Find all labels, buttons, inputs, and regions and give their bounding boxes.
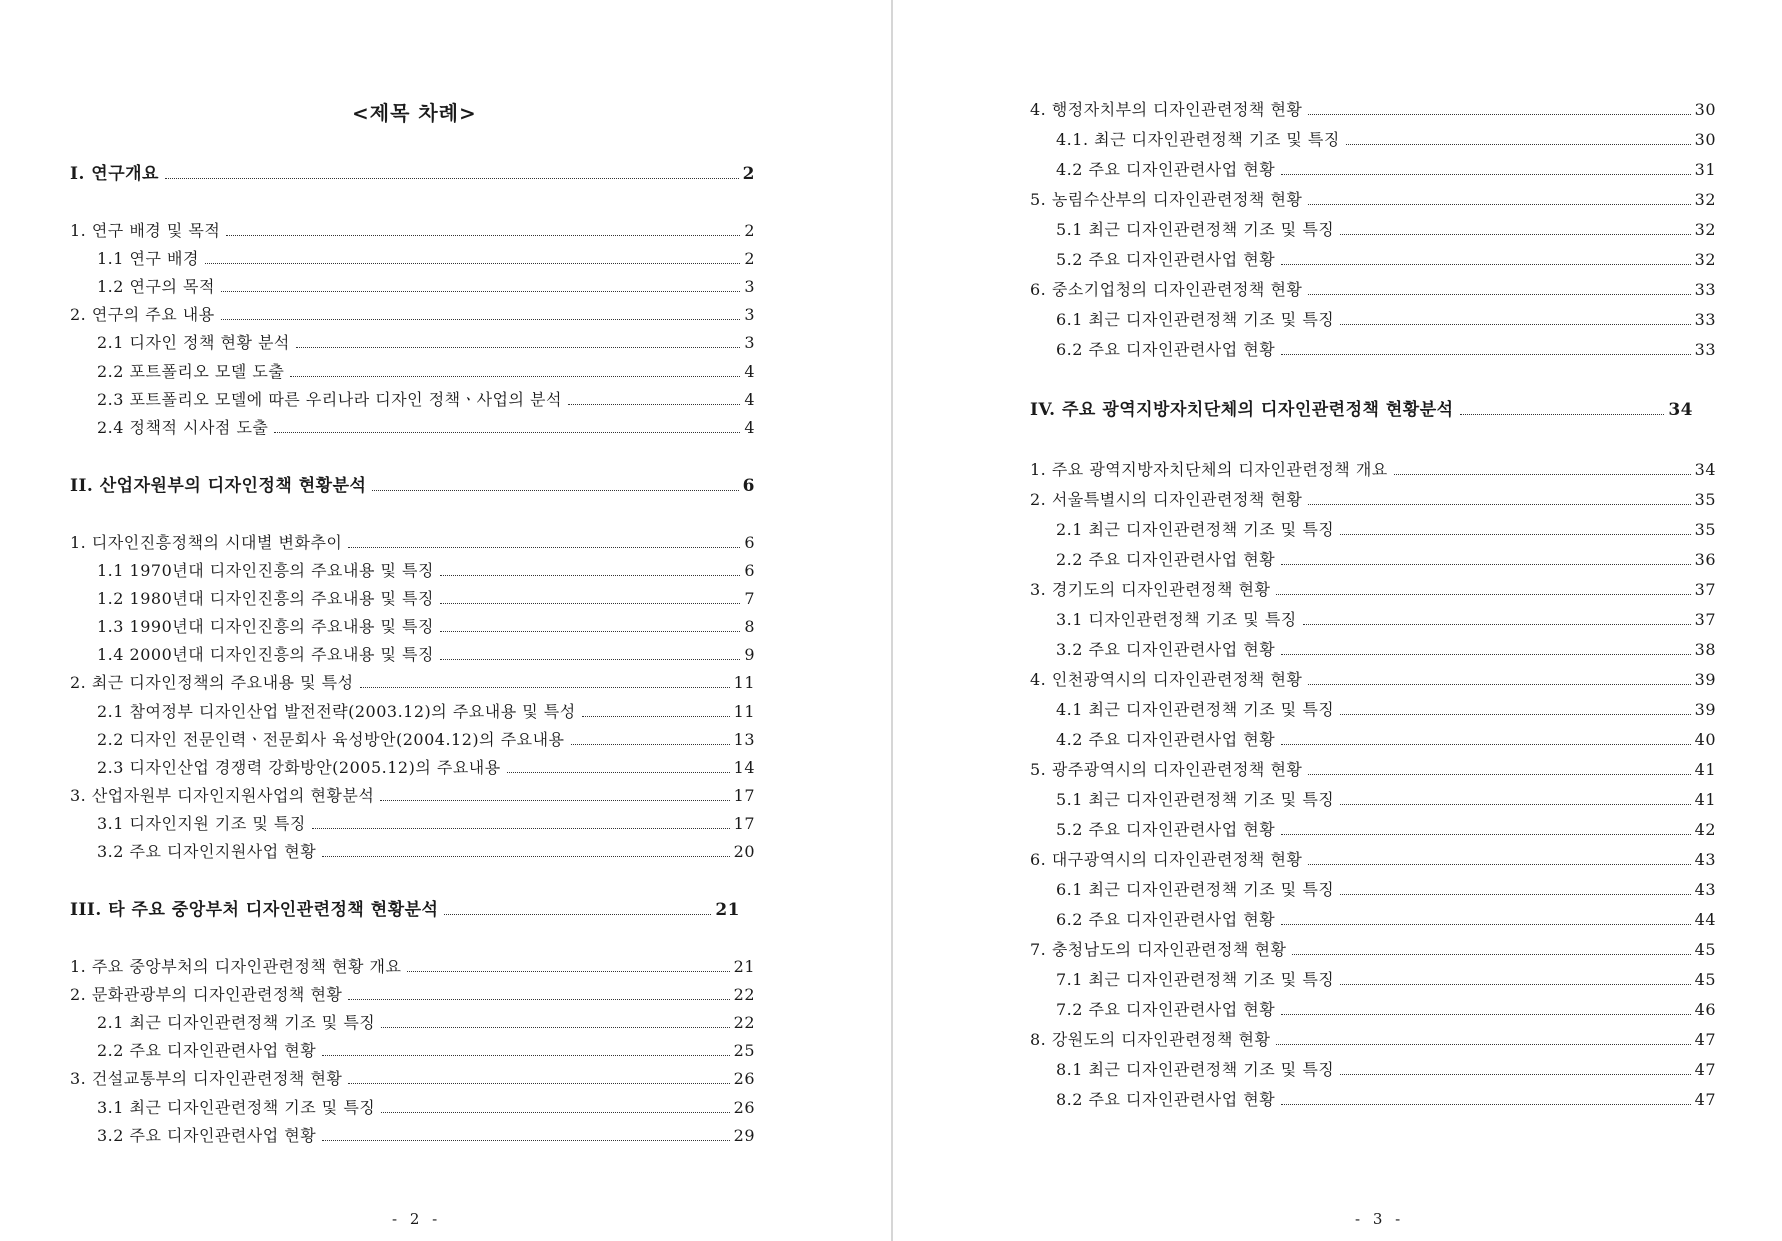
toc-entry-label: 5.1 최근 디자인관련정책 기조 및 특징 (1056, 220, 1335, 239)
toc-dot-leader (221, 291, 740, 292)
toc-subsection-entry[interactable] (1056, 880, 1716, 900)
toc-entry-label: III. 타 주요 중앙부처 디자인관련정책 현황분석 (70, 900, 439, 920)
toc-page-number: 6 (744, 561, 755, 580)
toc-subsection-entry[interactable] (1056, 640, 1716, 660)
toc-page-number: 37 (1694, 610, 1716, 629)
toc-dot-leader (322, 1055, 729, 1056)
toc-subsection-entry[interactable] (97, 842, 755, 862)
toc-entry-label: 3.1 디자인지원 기조 및 특징 (97, 814, 306, 833)
toc-dot-leader (1340, 324, 1690, 325)
toc-section-entry[interactable] (70, 533, 755, 553)
toc-dot-leader (360, 687, 730, 688)
toc-dot-leader (274, 432, 740, 433)
toc-entry-label: 3.2 주요 디자인관련사업 현황 (97, 1126, 317, 1145)
toc-dot-leader (1308, 774, 1690, 775)
toc-entry-label: 2.1 참여정부 디자인산업 발전전략(2003.12)의 주요내용 및 특성 (97, 702, 576, 721)
toc-dot-leader (1340, 234, 1690, 235)
toc-dot-leader (568, 404, 740, 405)
toc-subsection-entry[interactable] (97, 1013, 755, 1033)
toc-page-number: 8 (744, 617, 755, 636)
toc-dot-leader (444, 914, 711, 915)
toc-section-entry[interactable] (1030, 940, 1716, 960)
toc-page-number: 44 (1694, 910, 1716, 929)
toc-page-number: 4 (744, 418, 755, 437)
toc-entry-label: 4.1. 최근 디자인관련정책 기조 및 특징 (1056, 130, 1340, 149)
toc-page-number: 47 (1694, 1090, 1716, 1109)
toc-subsection-entry[interactable] (97, 1126, 755, 1146)
toc-page-number: 2 (742, 164, 755, 184)
toc-dot-leader (1340, 894, 1690, 895)
toc-entry-label: 2. 연구의 주요 내용 (70, 305, 215, 324)
toc-section-entry[interactable] (70, 305, 755, 325)
toc-entry-label: 2.4 정책적 시사점 도출 (97, 418, 269, 437)
page-number-footer: - 3 - (1355, 1210, 1405, 1228)
toc-page-number: 14 (733, 758, 755, 777)
toc-page-number: 6 (742, 476, 755, 496)
toc-entry-label: 6.2 주요 디자인관련사업 현황 (1056, 340, 1276, 359)
toc-dot-leader (312, 828, 730, 829)
toc-section-entry[interactable] (1030, 490, 1716, 510)
toc-dot-leader (1308, 864, 1690, 865)
toc-entry-label: 7.1 최근 디자인관련정책 기조 및 특징 (1056, 970, 1335, 989)
toc-page-number: 9 (744, 645, 755, 664)
toc-page-number: 43 (1694, 850, 1716, 869)
toc-dot-leader (1340, 1074, 1690, 1075)
toc-entry-label: 3. 경기도의 디자인관련정책 현황 (1030, 580, 1271, 599)
toc-section-entry[interactable] (1030, 100, 1716, 120)
toc-subsection-entry[interactable] (1056, 1000, 1716, 1020)
toc-entry-label: 6.2 주요 디자인관련사업 현황 (1056, 910, 1276, 929)
toc-dot-leader (381, 1112, 729, 1113)
toc-entry-label: 2.2 디자인 전문인력ㆍ전문회사 육성방안(2004.12)의 주요내용 (97, 730, 565, 749)
toc-entry-label: 4.2 주요 디자인관련사업 현황 (1056, 160, 1276, 179)
toc-dot-leader (1308, 204, 1690, 205)
toc-dot-leader (1308, 504, 1690, 505)
toc-subsection-entry[interactable] (97, 730, 755, 750)
toc-dot-leader (440, 631, 740, 632)
toc-subsection-entry[interactable] (1056, 520, 1716, 540)
toc-page-number: 11 (733, 702, 755, 721)
toc-dot-leader (381, 1027, 729, 1028)
toc-dot-leader (407, 971, 729, 972)
toc-entry-label: 8.2 주요 디자인관련사업 현황 (1056, 1090, 1276, 1109)
toc-page-number: 37 (1694, 580, 1716, 599)
toc-entry-label: 8.1 최근 디자인관련정책 기조 및 특징 (1056, 1060, 1335, 1079)
toc-subsection-entry[interactable] (1056, 220, 1716, 240)
toc-dot-leader (1281, 744, 1690, 745)
toc-section-entry[interactable] (70, 221, 755, 241)
toc-section-entry[interactable] (1030, 850, 1716, 870)
toc-entry-label: 4. 인천광역시의 디자인관련정책 현황 (1030, 670, 1303, 689)
toc-page-number: 35 (1694, 490, 1716, 509)
toc-dot-leader (380, 800, 729, 801)
toc-entry-label: I. 연구개요 (70, 164, 159, 184)
toc-page-number: 41 (1694, 790, 1716, 809)
toc-entry-label: 6.1 최근 디자인관련정책 기조 및 특징 (1056, 880, 1335, 899)
toc-page-number: 45 (1694, 940, 1716, 959)
toc-page-number: 17 (733, 814, 755, 833)
toc-entry-label: 3.2 주요 디자인지원사업 현황 (97, 842, 317, 861)
toc-subsection-entry[interactable] (1056, 340, 1716, 360)
toc-dot-leader (348, 999, 729, 1000)
toc-entry-label: 2.1 최근 디자인관련정책 기조 및 특징 (97, 1013, 376, 1032)
toc-page-number: 31 (1694, 160, 1716, 179)
toc-dot-leader (165, 178, 739, 179)
toc-section-entry[interactable] (1030, 190, 1716, 210)
toc-section-entry[interactable] (70, 985, 755, 1005)
toc-dot-leader (440, 603, 740, 604)
toc-dot-leader (1281, 264, 1690, 265)
toc-entry-label: 6. 대구광역시의 디자인관련정책 현황 (1030, 850, 1303, 869)
toc-dot-leader (1303, 624, 1691, 625)
toc-dot-leader (322, 856, 729, 857)
toc-entry-label: 2. 최근 디자인정책의 주요내용 및 특성 (70, 673, 354, 692)
toc-entry-label: 1. 연구 배경 및 목적 (70, 221, 221, 240)
toc-subsection-entry[interactable] (97, 390, 755, 410)
toc-page-number: 22 (733, 985, 755, 1004)
toc-subsection-entry[interactable] (97, 277, 755, 297)
toc-page-number: 40 (1694, 730, 1716, 749)
toc-subsection-entry[interactable] (1056, 130, 1716, 150)
toc-dot-leader (296, 347, 740, 348)
toc-dot-leader (1340, 534, 1690, 535)
toc-page-number: 32 (1694, 190, 1716, 209)
toc-page-number: 17 (733, 786, 755, 805)
toc-entry-label: 3. 산업자원부 디자인지원사업의 현황분석 (70, 786, 375, 805)
toc-page-number: 4 (744, 362, 755, 381)
toc-entry-label: 1.2 연구의 목적 (97, 277, 215, 296)
toc-entry-label: 6.1 최근 디자인관련정책 기조 및 특징 (1056, 310, 1335, 329)
toc-page-number: 6 (744, 533, 755, 552)
toc-page-number: 36 (1694, 550, 1716, 569)
toc-entry-label: 2.2 주요 디자인관련사업 현황 (1056, 550, 1276, 569)
toc-page-number: 45 (1694, 970, 1716, 989)
toc-entry-label: 4.1 최근 디자인관련정책 기조 및 특징 (1056, 700, 1335, 719)
toc-dot-leader (507, 772, 730, 773)
toc-section-entry[interactable] (70, 957, 755, 977)
toc-entry-label: IV. 주요 광역지방자치단체의 디자인관련정책 현황분석 (1030, 400, 1454, 420)
toc-dot-leader (1281, 654, 1690, 655)
toc-page-number: 4 (744, 390, 755, 409)
toc-entry-label: 1. 주요 중앙부처의 디자인관련정책 현황 개요 (70, 957, 402, 976)
toc-page-number: 33 (1694, 340, 1716, 359)
toc-chapter-entry[interactable] (70, 900, 740, 920)
toc-subsection-entry[interactable] (97, 249, 755, 269)
toc-dot-leader (440, 659, 740, 660)
toc-page-number: 39 (1694, 700, 1716, 719)
toc-page-number: 41 (1694, 760, 1716, 779)
toc-entry-label: 2.3 디자인산업 경쟁력 강화방안(2005.12)의 주요내용 (97, 758, 501, 777)
toc-page-number: 38 (1694, 640, 1716, 659)
toc-dot-leader (1281, 834, 1690, 835)
toc-page-number: 33 (1694, 280, 1716, 299)
toc-subsection-entry[interactable] (1056, 970, 1716, 990)
toc-dot-leader (348, 547, 740, 548)
toc-subsection-entry[interactable] (97, 362, 755, 382)
toc-page-number: 35 (1694, 520, 1716, 539)
toc-chapter-entry[interactable] (1030, 400, 1693, 420)
toc-subsection-entry[interactable] (97, 702, 755, 722)
toc-entry-label: 2.3 포트폴리오 모델에 따른 우리나라 디자인 정책ㆍ사업의 분석 (97, 390, 562, 409)
toc-dot-leader (1281, 924, 1690, 925)
toc-section-entry[interactable] (1030, 580, 1716, 600)
toc-entry-label: 7. 충청남도의 디자인관련정책 현황 (1030, 940, 1287, 959)
toc-page-number: 29 (733, 1126, 755, 1145)
toc-dot-leader (205, 263, 740, 264)
toc-dot-leader (372, 490, 738, 491)
toc-page-number: 11 (733, 673, 755, 692)
toc-page-number: 43 (1694, 880, 1716, 899)
toc-dot-leader (1394, 474, 1691, 475)
toc-subsection-entry[interactable] (1056, 700, 1716, 720)
toc-entry-label: 4. 행정자치부의 디자인관련정책 현황 (1030, 100, 1303, 119)
toc-chapter-entry[interactable] (70, 476, 755, 496)
toc-dot-leader (290, 376, 740, 377)
toc-dot-leader (440, 575, 740, 576)
toc-entry-label: 8. 강원도의 디자인관련정책 현황 (1030, 1030, 1271, 1049)
toc-dot-leader (221, 319, 741, 320)
toc-page-number: 47 (1694, 1030, 1716, 1049)
toc-page-number: 42 (1694, 820, 1716, 839)
toc-page-number: 3 (744, 305, 755, 324)
toc-subsection-entry[interactable] (97, 1098, 755, 1118)
toc-page-number: 39 (1694, 670, 1716, 689)
toc-entry-label: 1.4 2000년대 디자인진흥의 주요내용 및 특징 (97, 645, 434, 664)
toc-dot-leader (1276, 1044, 1690, 1045)
toc-dot-leader (1281, 1104, 1690, 1105)
toc-dot-leader (1340, 714, 1690, 715)
toc-entry-label: 2. 문화관광부의 디자인관련정책 현황 (70, 985, 343, 1004)
toc-dot-leader (1340, 984, 1690, 985)
toc-dot-leader (1346, 144, 1691, 145)
toc-entry-label: 5. 농림수산부의 디자인관련정책 현황 (1030, 190, 1303, 209)
right-page (893, 0, 1782, 1241)
toc-page-number: 32 (1694, 250, 1716, 269)
toc-subsection-entry[interactable] (97, 645, 755, 665)
toc-page-number: 21 (715, 900, 740, 920)
toc-entry-label: 1.3 1990년대 디자인진흥의 주요내용 및 특징 (97, 617, 434, 636)
toc-entry-label: 1. 주요 광역지방자치단체의 디자인관련정책 개요 (1030, 460, 1388, 479)
toc-entry-label: 2.2 주요 디자인관련사업 현황 (97, 1041, 317, 1060)
toc-subsection-entry[interactable] (1056, 550, 1716, 570)
toc-subsection-entry[interactable] (97, 418, 755, 438)
toc-dot-leader (1292, 954, 1690, 955)
toc-entry-label: II. 산업자원부의 디자인정책 현황분석 (70, 476, 367, 496)
toc-page-number: 13 (733, 730, 755, 749)
toc-page-number: 2 (744, 221, 755, 240)
toc-dot-leader (348, 1083, 729, 1084)
toc-section-entry[interactable] (70, 786, 755, 806)
toc-page-number: 26 (733, 1069, 755, 1088)
toc-page-number: 47 (1694, 1060, 1716, 1079)
toc-section-entry[interactable] (1030, 280, 1716, 300)
toc-entry-label: 7.2 주요 디자인관련사업 현황 (1056, 1000, 1276, 1019)
toc-page-number: 22 (733, 1013, 755, 1032)
toc-dot-leader (1308, 294, 1690, 295)
toc-entry-label: 1.1 1970년대 디자인진흥의 주요내용 및 특징 (97, 561, 434, 580)
toc-page-number: 20 (733, 842, 755, 861)
toc-dot-leader (1308, 114, 1690, 115)
toc-dot-leader (1340, 804, 1690, 805)
toc-entry-label: 1.1 연구 배경 (97, 249, 199, 268)
page-number-footer: - 2 - (392, 1210, 442, 1228)
toc-subsection-entry[interactable] (1056, 790, 1716, 810)
toc-entry-label: 4.2 주요 디자인관련사업 현황 (1056, 730, 1276, 749)
toc-chapter-entry[interactable] (70, 164, 755, 184)
toc-section-entry[interactable] (70, 673, 755, 693)
toc-subsection-entry[interactable] (1056, 730, 1716, 750)
toc-entry-label: 3. 건설교통부의 디자인관련정책 현황 (70, 1069, 343, 1088)
toc-dot-leader (1281, 1014, 1690, 1015)
toc-subsection-entry[interactable] (1056, 160, 1716, 180)
toc-page-number: 26 (733, 1098, 755, 1117)
toc-subsection-entry[interactable] (1056, 1090, 1716, 1110)
toc-dot-leader (582, 716, 730, 717)
toc-entry-label: 2. 서울특별시의 디자인관련정책 현황 (1030, 490, 1303, 509)
toc-dot-leader (571, 744, 730, 745)
toc-subsection-entry[interactable] (97, 814, 755, 834)
toc-entry-label: 6. 중소기업청의 디자인관련정책 현황 (1030, 280, 1303, 299)
toc-subsection-entry[interactable] (97, 561, 755, 581)
toc-entry-label: 5. 광주광역시의 디자인관련정책 현황 (1030, 760, 1303, 779)
toc-page-number: 32 (1694, 220, 1716, 239)
toc-entry-label: 5.2 주요 디자인관련사업 현황 (1056, 250, 1276, 269)
toc-page-number: 46 (1694, 1000, 1716, 1019)
toc-entry-label: 2.1 디자인 정책 현황 분석 (97, 333, 290, 352)
toc-dot-leader (1281, 354, 1690, 355)
toc-dot-leader (1281, 564, 1690, 565)
toc-page-number: 3 (744, 333, 755, 352)
toc-page-number: 3 (744, 277, 755, 296)
toc-subsection-entry[interactable] (97, 1041, 755, 1061)
toc-entry-label: 2.2 포트폴리오 모델 도출 (97, 362, 285, 381)
toc-dot-leader (322, 1140, 729, 1141)
toc-page-number: 21 (733, 957, 755, 976)
toc-entry-label: 2.1 최근 디자인관련정책 기조 및 특징 (1056, 520, 1335, 539)
toc-page-number: 34 (1694, 460, 1716, 479)
toc-subsection-entry[interactable] (1056, 910, 1716, 930)
toc-entry-label: 3.1 최근 디자인관련정책 기조 및 특징 (97, 1098, 376, 1117)
toc-dot-leader (1276, 594, 1690, 595)
toc-subsection-entry[interactable] (97, 589, 755, 609)
toc-entry-label: 3.2 주요 디자인관련사업 현황 (1056, 640, 1276, 659)
toc-section-entry[interactable] (70, 1069, 755, 1089)
toc-subsection-entry[interactable] (97, 758, 755, 778)
toc-page-number: 25 (733, 1041, 755, 1060)
toc-entry-label: 5.1 최근 디자인관련정책 기조 및 특징 (1056, 790, 1335, 809)
toc-entry-label: 1.2 1980년대 디자인진흥의 주요내용 및 특징 (97, 589, 434, 608)
toc-title: <제목 차례> (352, 101, 477, 125)
toc-page-number: 33 (1694, 310, 1716, 329)
toc-section-entry[interactable] (1030, 460, 1716, 480)
toc-subsection-entry[interactable] (1056, 820, 1716, 840)
toc-subsection-entry[interactable] (1056, 250, 1716, 270)
toc-section-entry[interactable] (1030, 1030, 1716, 1050)
toc-entry-label: 3.1 디자인관련정책 기조 및 특징 (1056, 610, 1297, 629)
toc-section-entry[interactable] (1030, 760, 1716, 780)
toc-dot-leader (1281, 174, 1690, 175)
toc-subsection-entry[interactable] (1056, 310, 1716, 330)
toc-page-number: 30 (1694, 130, 1716, 149)
toc-page-number: 7 (744, 589, 755, 608)
toc-dot-leader (1460, 414, 1665, 415)
toc-page-number: 34 (1668, 400, 1693, 420)
toc-subsection-entry[interactable] (97, 333, 755, 353)
toc-dot-leader (226, 235, 740, 236)
toc-dot-leader (1308, 684, 1690, 685)
toc-entry-label: 1. 디자인진흥정책의 시대별 변화추이 (70, 533, 343, 552)
toc-page-number: 2 (744, 249, 755, 268)
toc-page-number: 30 (1694, 100, 1716, 119)
toc-entry-label: 5.2 주요 디자인관련사업 현황 (1056, 820, 1276, 839)
toc-subsection-entry[interactable] (1056, 1060, 1716, 1080)
left-page (0, 0, 889, 1241)
toc-subsection-entry[interactable] (97, 617, 755, 637)
toc-section-entry[interactable] (1030, 670, 1716, 690)
toc-subsection-entry[interactable] (1056, 610, 1716, 630)
